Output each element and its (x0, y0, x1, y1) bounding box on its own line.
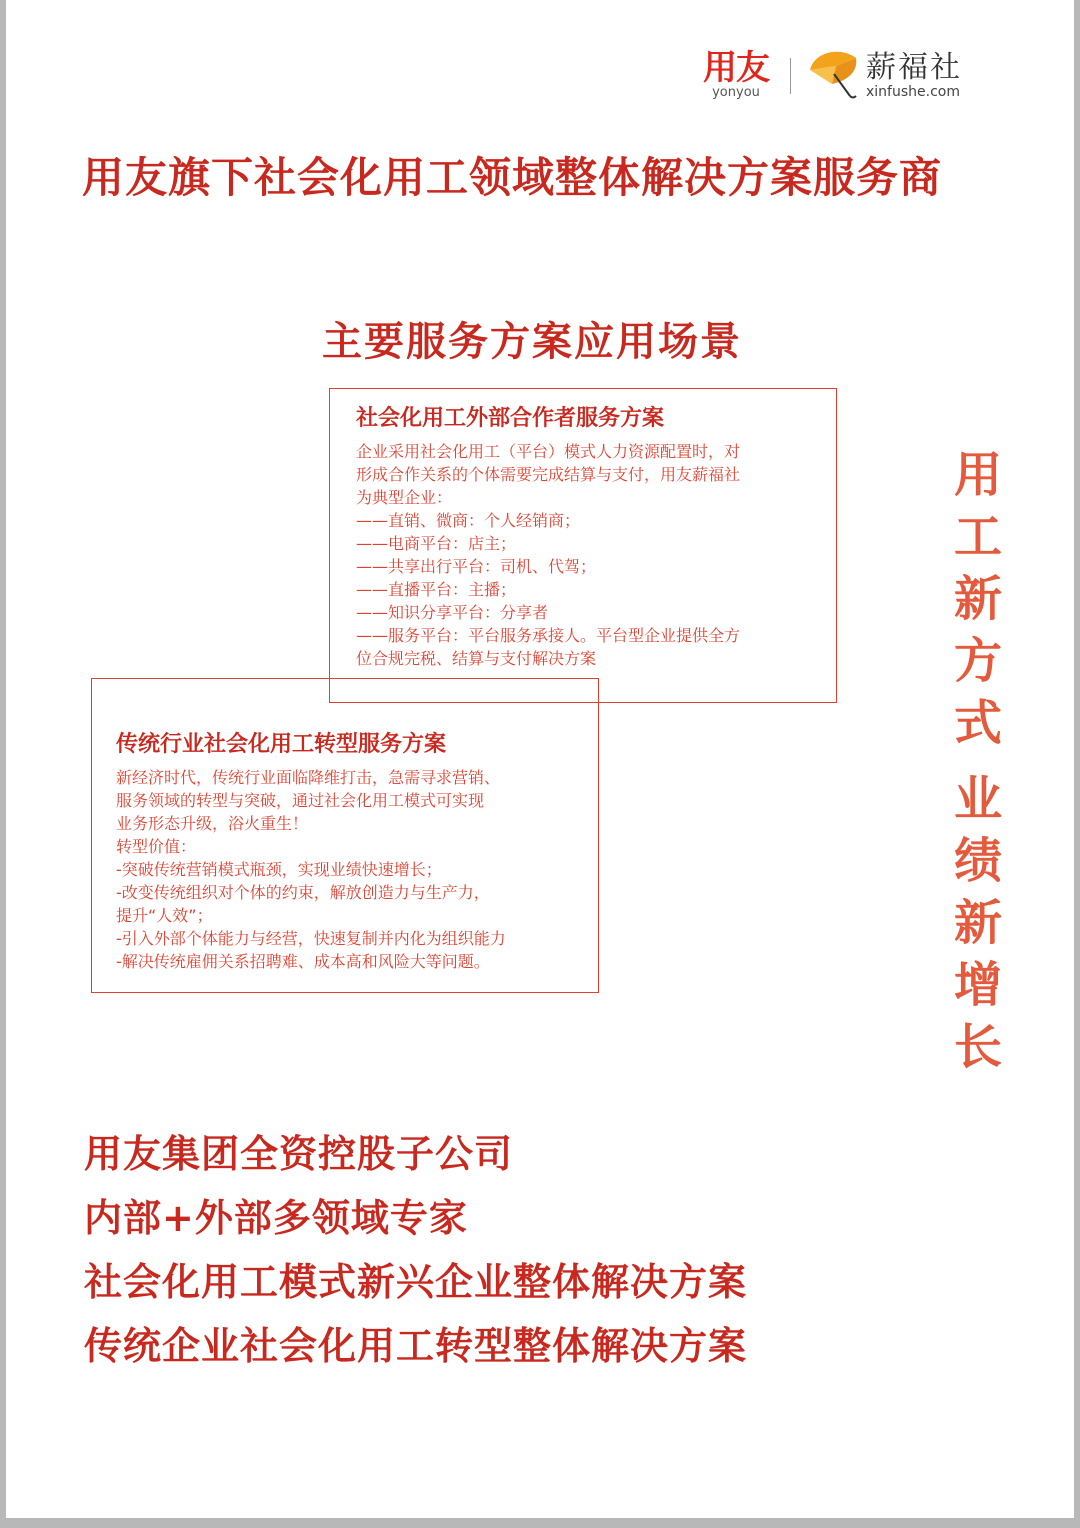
box1-line: 形成合作关系的个体需要完成结算与支付，用友薪福社 (356, 465, 741, 484)
highlight-item: 用友集团全资控股子公司 (84, 1132, 514, 1176)
highlight-item: 内部+外部多领域专家 (84, 1196, 468, 1240)
xinfushe-logo (866, 52, 962, 100)
box1-line: 企业采用社会化用工（平台）模式人力资源配置时，对 (356, 442, 741, 461)
slogan-char: 方 (953, 633, 1002, 689)
box2-line: 业务形态升级，浴火重生！ (116, 814, 309, 833)
company-highlights (84, 1122, 747, 1378)
box2-line: -解决传统雇佣关系招聘难、成本高和风险大等问题。 (116, 952, 490, 971)
box1-line: ——知识分享平台：分享者 (356, 603, 549, 622)
box1-line: ——电商平台：店主； (356, 534, 517, 553)
logo-divider (790, 58, 791, 94)
highlight-item: 社会化用工模式新兴企业整体解决方案 (84, 1260, 748, 1304)
box2-line: 提升“人效”； (116, 906, 213, 925)
box1-line: ——直播平台：主播； (356, 580, 517, 599)
yonyou-logo (696, 50, 776, 100)
main-title: 用友旗下社会化用工领域整体解决方案服务商 (82, 153, 943, 202)
box1-line: ——直销、微商：个人经销商； (356, 511, 581, 530)
box1-line: ——服务平台：平台服务承接人。平台型企业提供全方 (356, 626, 741, 645)
box2-line: 服务领域的转型与突破，通过社会化用工模式可实现 (116, 791, 485, 810)
highlight-item: 传统企业社会化用工转型整体解决方案 (84, 1324, 748, 1368)
slogan-char: 新 (953, 895, 1002, 951)
slogan-char: 式 (953, 695, 1002, 751)
box2-line: -改变传统组织对个体的约束，解放创造力与生产力， (116, 883, 490, 902)
slogan-char: 业 (953, 771, 1002, 827)
xinfushe-logo-text: 薪福社 (866, 50, 962, 85)
vertical-slogan (948, 444, 1008, 1078)
xinfushe-logo-subtext: xinfushe.com (866, 84, 960, 100)
box2-line: -引入外部个体能力与经营，快速复制并内化为组织能力 (116, 929, 506, 948)
slogan-char: 增 (953, 957, 1002, 1013)
slogan-char: 用 (953, 447, 1002, 503)
yonyou-logo-subtext: yonyou (712, 85, 760, 100)
slogan-char: 工 (953, 509, 1002, 565)
box1-line: 为典型企业： (356, 488, 453, 507)
box1-line: ——共享出行平台：司机、代驾； (356, 557, 597, 576)
box2-line: -突破传统营销模式瓶颈，实现业绩快速增长； (116, 860, 442, 879)
section-title: 主要服务方案应用场景 (322, 319, 742, 365)
external-partner-solution-box (329, 388, 837, 703)
box2-title: 传统行业社会化用工转型服务方案 (116, 732, 447, 757)
slogan-char: 长 (953, 1019, 1002, 1075)
slogan-gap (948, 754, 1008, 768)
yonyou-logo-text: 用友 (703, 48, 769, 88)
box2-line: 新经济时代，传统行业面临降维打击，急需寻求营销、 (116, 768, 501, 787)
slogan-char: 绩 (953, 833, 1002, 889)
slogan-char: 新 (953, 571, 1002, 627)
box1-line: 位合规完税、结算与支付解决方案 (356, 649, 597, 668)
traditional-industry-solution-box (91, 678, 599, 993)
box2-line: 转型价值： (116, 837, 197, 856)
umbrella-icon (806, 44, 860, 100)
box1-title: 社会化用工外部合作者服务方案 (356, 406, 665, 431)
